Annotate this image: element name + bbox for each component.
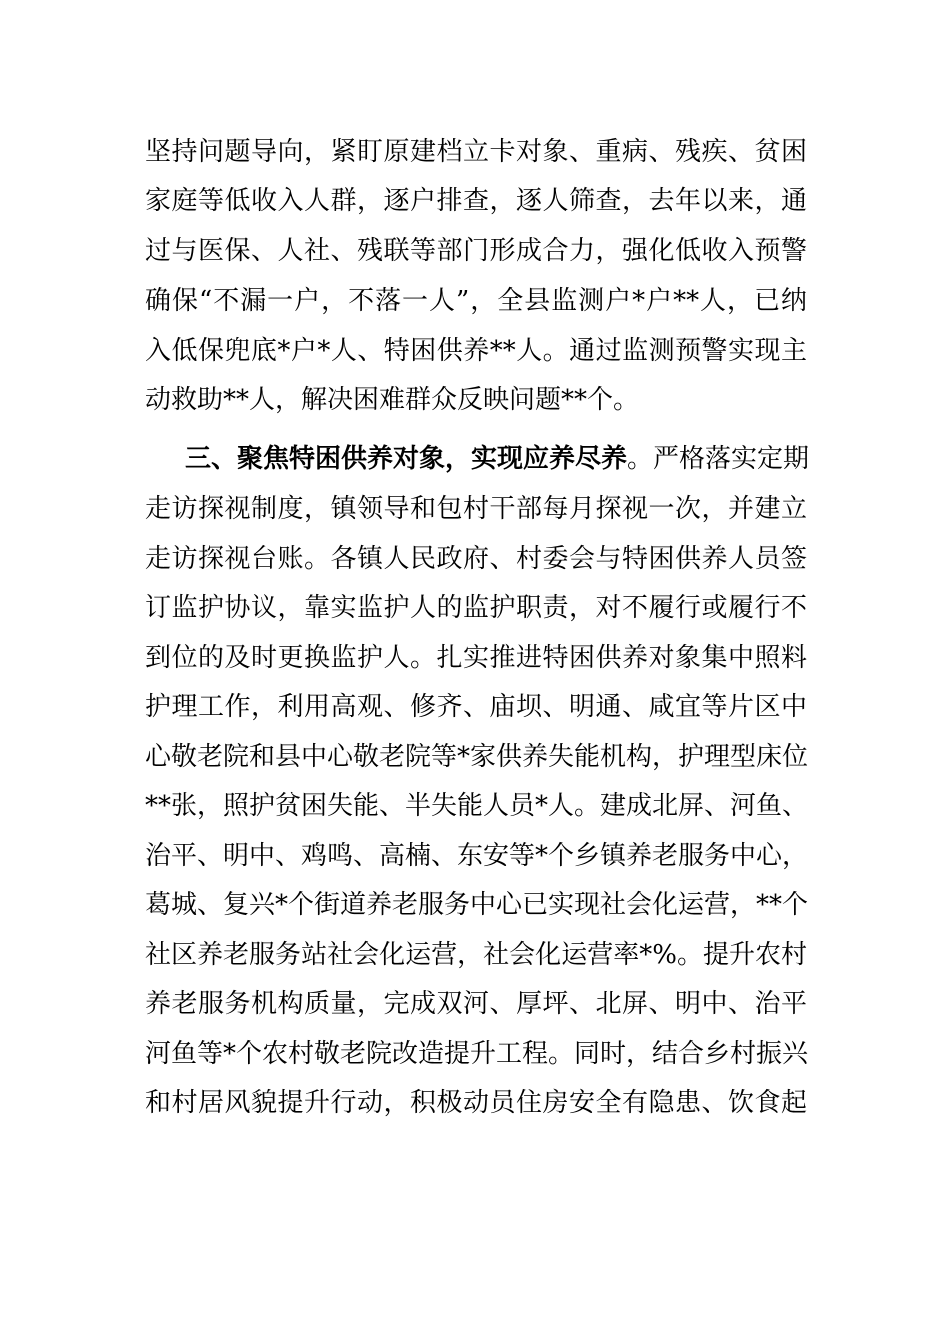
section-heading: 三、聚焦特困供养对象，实现应养尽养 bbox=[185, 444, 628, 474]
paragraph2-line-7: 心敬老院和县中心敬老院等*家供养失能机构，护理型床位 bbox=[145, 742, 809, 772]
paragraph2-line-6: 护理工作，利用高观、修齐、庙坝、明通、咸宜等片区中 bbox=[145, 692, 807, 722]
paragraph1-line-1: 坚持问题导向，紧盯原建档立卡对象、重病、残疾、贫困 bbox=[145, 137, 807, 167]
paragraph1-line-3: 过与医保、人社、残联等部门形成合力，强化低收入预警 bbox=[145, 236, 807, 266]
paragraph2-first-line-rest: 。严格落实定期 bbox=[627, 444, 810, 474]
paragraph2-line-3: 走访探视台账。各镇人民政府、村委会与特困供养人员签 bbox=[145, 544, 807, 574]
paragraph2-line-8: **张，照护贫困失能、半失能人员*人。建成北屏、河鱼、 bbox=[145, 791, 809, 821]
paragraph1-line-5: 入低保兜底*户*人、特困供养**人。通过监测预警实现主 bbox=[145, 336, 807, 366]
paragraph2-line-11: 社区养老服务站社会化运营，社会化运营率*%。提升农村 bbox=[145, 940, 807, 970]
paragraph2-line-14: 和村居风貌提升行动，积极动员住房安全有隐患、饮食起 bbox=[145, 1088, 807, 1118]
paragraph2-line-10: 葛城、复兴*个街道养老服务中心已实现社会化运营，**个 bbox=[145, 890, 809, 920]
paragraph2-line-13: 河鱼等*个农村敬老院改造提升工程。同时，结合乡村振兴 bbox=[145, 1039, 809, 1069]
paragraph2-first-line bbox=[185, 443, 810, 475]
paragraph2-line-4: 订监护协议，靠实监护人的监护职责，对不履行或履行不 bbox=[145, 593, 807, 623]
paragraph1-line-4: 确保“不漏一户，不落一人”，全县监测户*户**人，已纳 bbox=[145, 286, 807, 316]
paragraph2-line-12: 养老服务机构质量，完成双河、厚坪、北屏、明中、治平 bbox=[145, 989, 807, 1019]
paragraph2-line-2: 走访探视制度，镇领导和包村干部每月探视一次，并建立 bbox=[145, 494, 807, 524]
paragraph1-line-2: 家庭等低收入人群，逐户排查，逐人筛查，去年以来，通 bbox=[145, 186, 807, 216]
paragraph2-line-5: 到位的及时更换监护人。扎实推进特困供养对象集中照料 bbox=[145, 643, 807, 673]
paragraph1-line-6: 动救助**人，解决困难群众反映问题**个。 bbox=[145, 385, 640, 415]
paragraph2-line-9: 治平、明中、鸡鸣、高楠、东安等*个乡镇养老服务中心， bbox=[145, 841, 809, 871]
